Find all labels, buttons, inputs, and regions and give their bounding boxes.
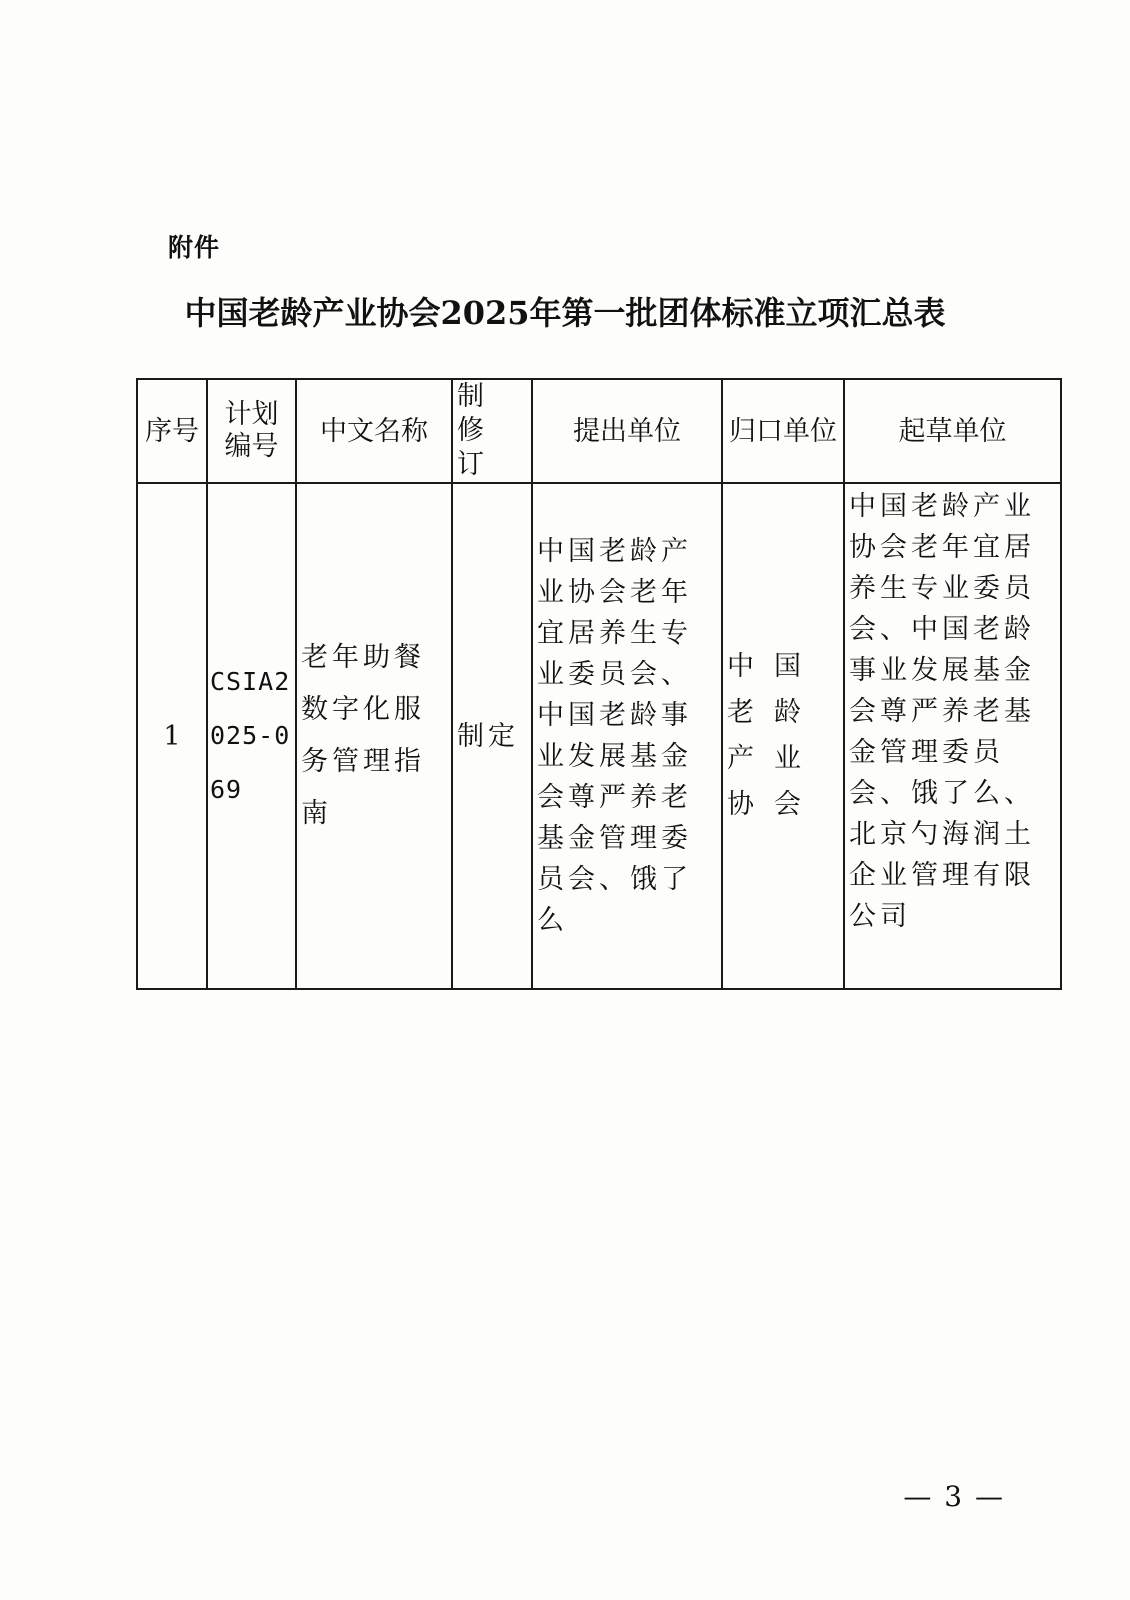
attachment-label: 附件 — [168, 233, 221, 262]
cell-plan-no: CSIA2025-069 — [207, 483, 296, 989]
document-title: 中国老龄产业协会2025年第一批团体标准立项汇总表 — [184, 294, 946, 332]
header-seq: 序号 — [137, 379, 207, 483]
header-drafter: 起草单位 — [844, 379, 1061, 483]
cell-proposer: 中国老龄产业协会老年宜居养生专业委员会、中国老龄事业发展基金会尊严养老基金管理委员会、饿了么 — [532, 483, 722, 989]
cell-type: 制定 — [452, 483, 532, 989]
cell-dept: 中国老龄产业协会 — [722, 483, 844, 989]
header-type: 制修订 — [452, 379, 532, 483]
standards-summary-table — [136, 378, 1062, 990]
cell-cn-name: 老年助餐数字化服务管理指南 — [296, 483, 452, 989]
header-dept: 归口单位 — [722, 379, 844, 483]
header-proposer: 提出单位 — [532, 379, 722, 483]
header-plan-no: 计划编号 — [207, 379, 296, 483]
header-cn-name: 中文名称 — [296, 379, 452, 483]
page-number: — 3 — — [903, 1480, 1005, 1513]
table-row — [137, 483, 1061, 989]
cell-seq: 1 — [137, 483, 207, 989]
table-header-row — [137, 379, 1061, 483]
cell-drafter: 中国老龄产业协会老年宜居养生专业委员会、中国老龄事业发展基金会尊严养老基金管理委员会、饿了么、北京勺海润土企业管理有限公司 — [844, 483, 1061, 989]
